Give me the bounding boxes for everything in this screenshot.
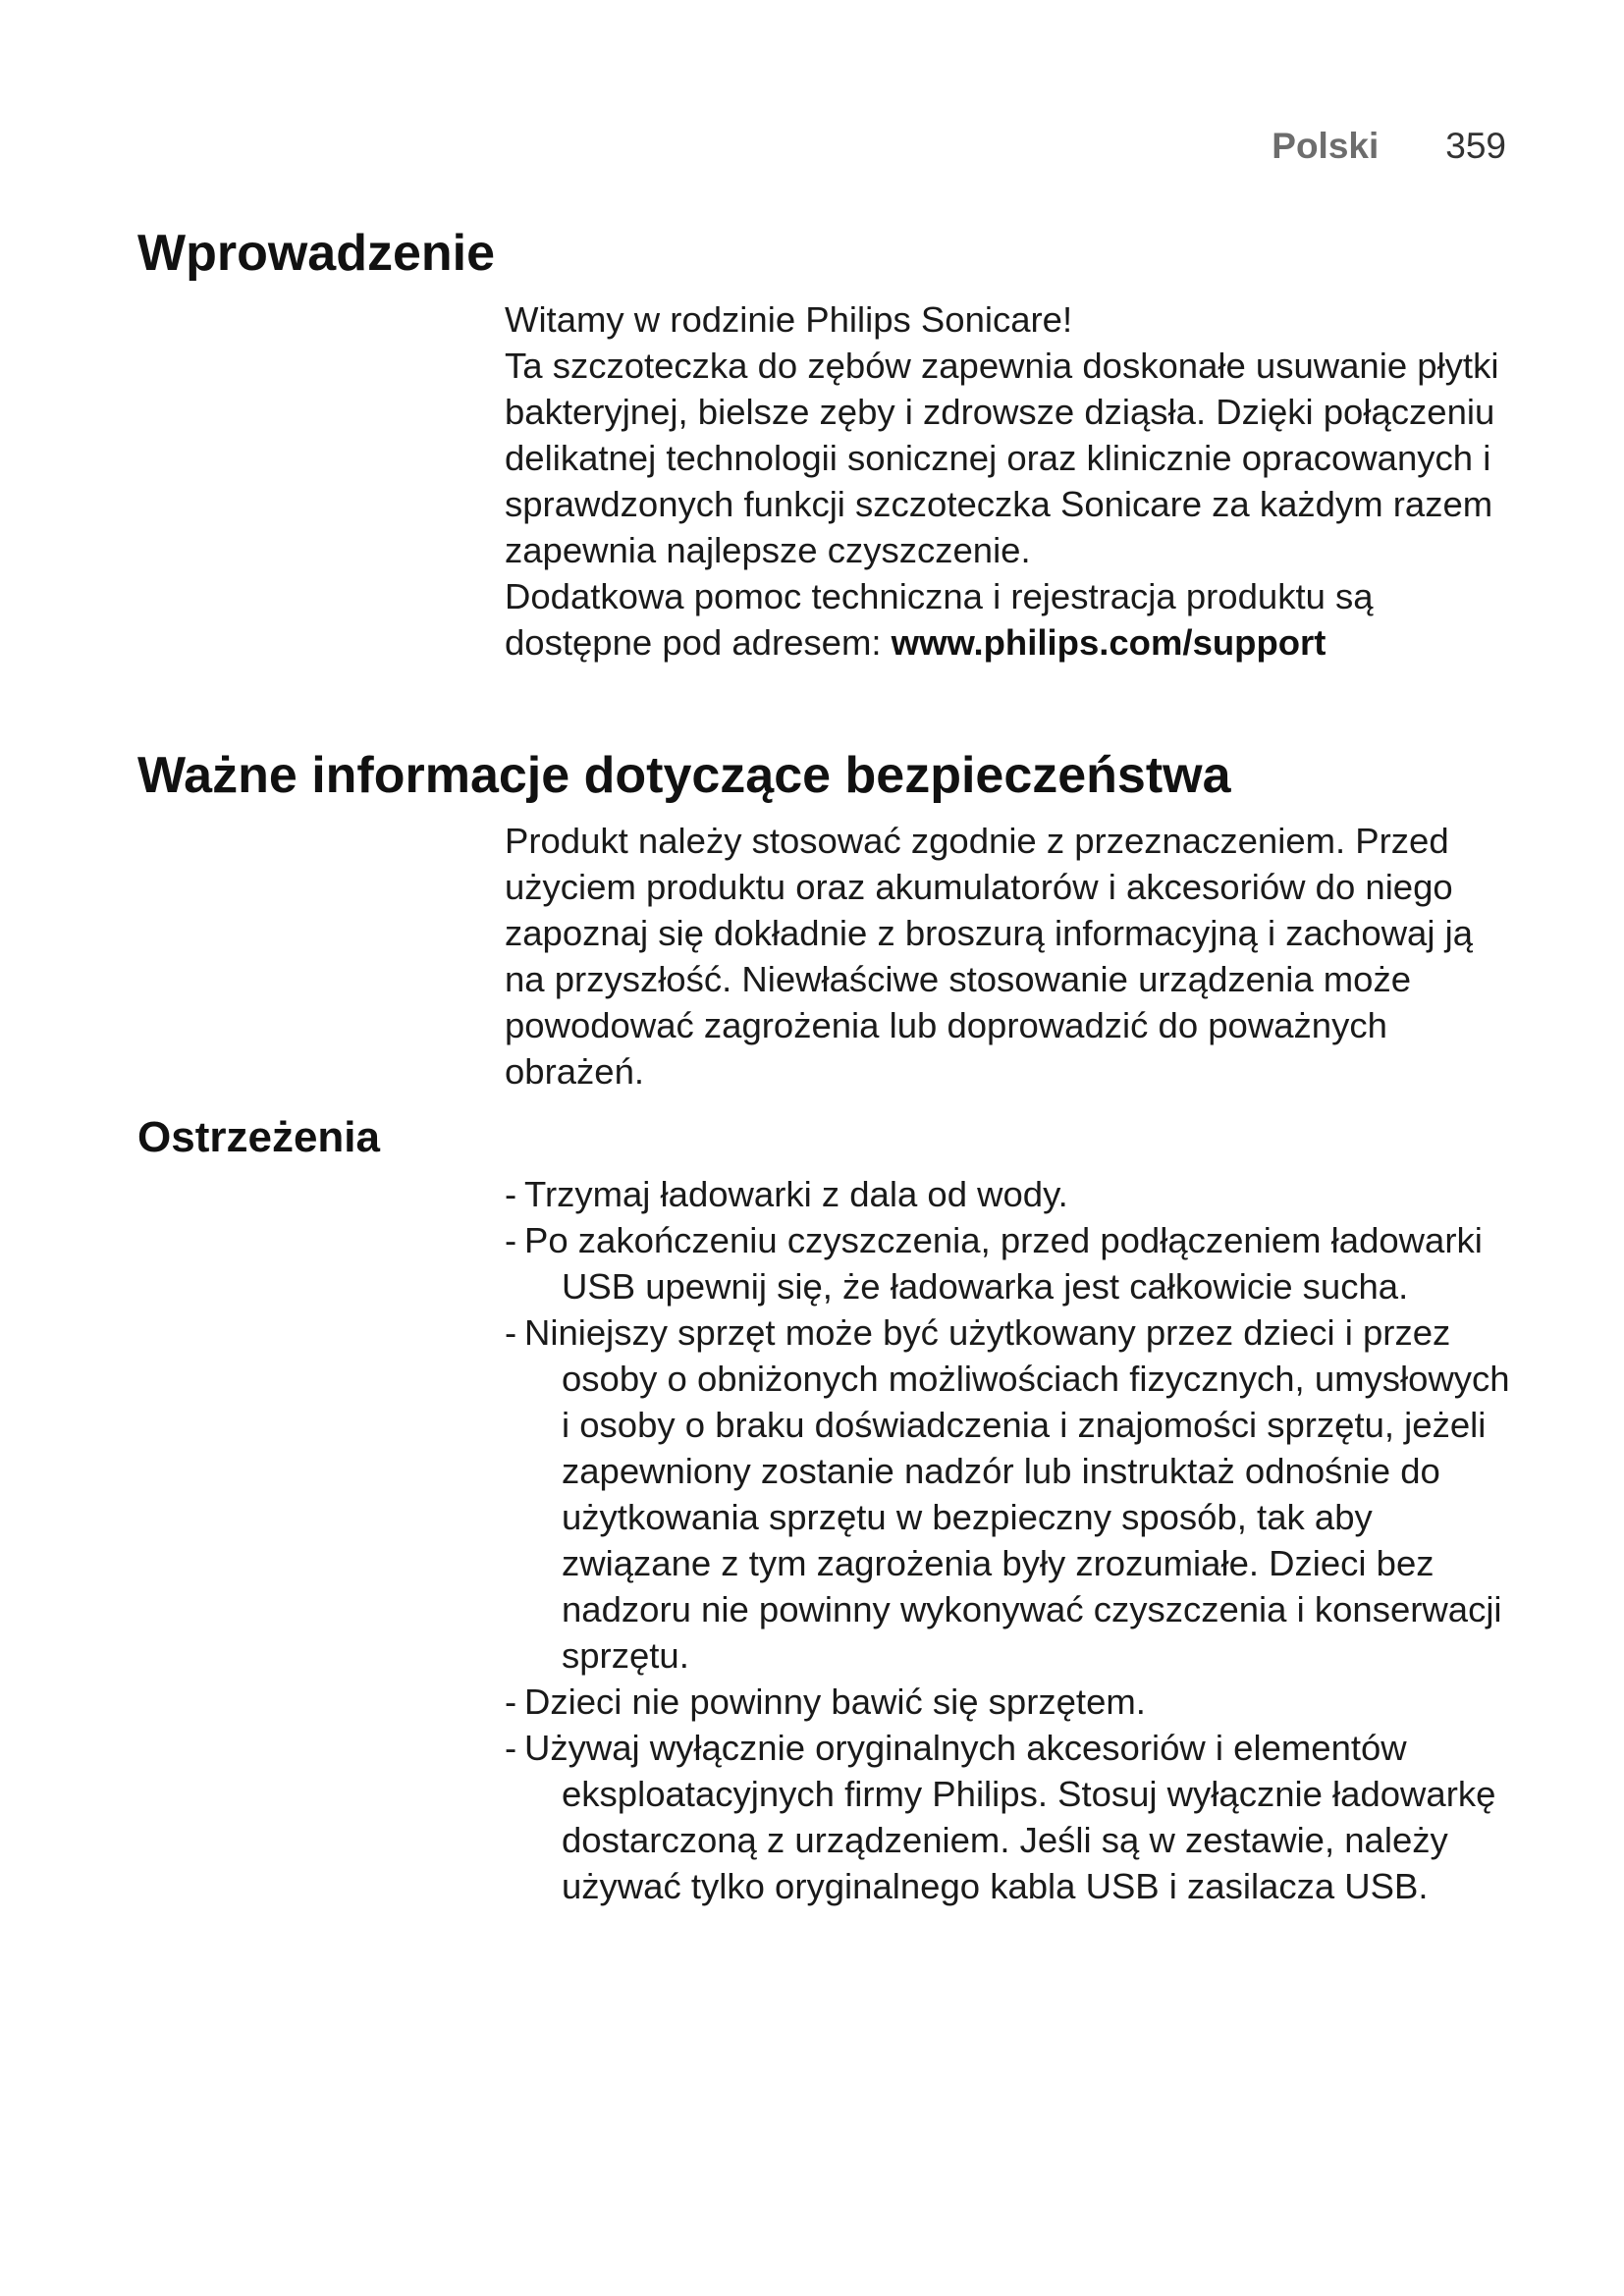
intro-heading: Wprowadzenie	[137, 225, 496, 282]
page-number: 359	[1445, 126, 1506, 166]
warning-item: - Trzymaj ładowarki z dala od wody.	[505, 1174, 1068, 1214]
warning-item: - Niniejszy sprzęt może być użytkowany przez dzieci i przez osoby o obniżonych możliwościach fizycznych, umysłowych i osoby o braku doświadczenia i znajomości sprzętu, jeżeli zapewniony zostanie nadzór lub instruktaż odnośnie do użytkowania sprzętu w bezpieczny sposób, tak aby związane z tym zagrożenia były zrozumiałe. Dzieci bez nadzoru nie powinny wykonywać czyszczenia i konserwacji sprzętu.	[505, 1312, 1510, 1676]
intro-paragraph-welcome: Witamy w rodzinie Philips Sonicare!	[505, 299, 1073, 340]
support-link[interactable]: www.philips.com/support	[891, 622, 1326, 663]
header-language: Polski	[1272, 126, 1380, 166]
safety-paragraph: Produkt należy stosować zgodnie z przeznaczeniem. Przed użyciem produktu oraz akumulatorów i akcesoriów do niego zapoznaj się dokładnie z broszurą informacyjną i zachowaj ją na przyszłość. Niewłaściwe stosowanie urządzenia może powodować zagrożenia lub doprowadzić do poważnych obrażeń.	[505, 821, 1474, 1092]
warnings-list	[505, 1171, 1516, 1909]
warning-item: - Po zakończeniu czyszczenia, przed podłączeniem ładowarki USB upewnij się, że ładowarka jest całkowicie sucha.	[505, 1220, 1483, 1307]
intro-body	[505, 296, 1516, 666]
warning-item: - Dzieci nie powinny bawić się sprzętem.	[505, 1682, 1146, 1722]
safety-body	[505, 818, 1516, 1095]
safety-heading: Ważne informacje dotyczące bezpieczeństwa	[137, 747, 1231, 804]
warning-item: - Używaj wyłącznie oryginalnych akcesoriów i elementów eksploatacyjnych firmy Philips. Stosuj wyłącznie ładowarkę dostarczoną z urządzeniem. Jeśli są w zestawie, należy używać tylko oryginalnego kabla USB i zasilacza USB.	[505, 1728, 1496, 1906]
intro-paragraph-description: Ta szczoteczka do zębów zapewnia doskonałe usuwanie płytki bakteryjnej, bielsze zęby i zdrowsze dziąsła. Dzięki połączeniu delikatnej technologii sonicznej oraz klinicznie opracowanych i sprawdzonych funkcji szczoteczka Sonicare za każdym razem zapewnia najlepsze czyszczenie.	[505, 346, 1499, 570]
page-header	[1272, 128, 1506, 164]
warnings-heading: Ostrzeżenia	[137, 1113, 380, 1161]
intro-paragraph-support	[505, 573, 1516, 666]
support-text: Dodatkowa pomoc techniczna i rejestracja produktu są dostępne pod adresem:	[505, 576, 1374, 663]
